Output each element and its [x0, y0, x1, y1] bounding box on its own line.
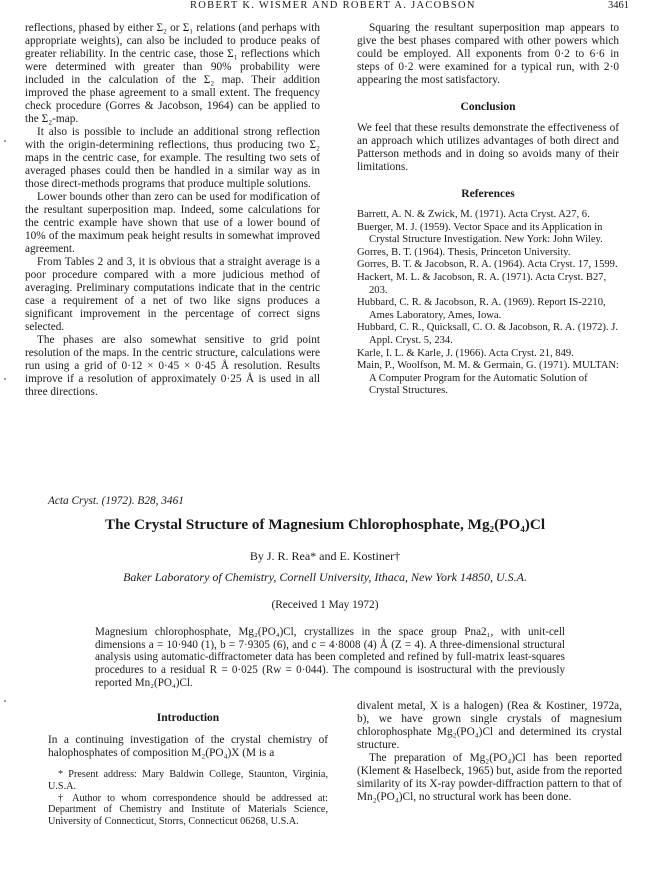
introduction-right-column — [357, 700, 622, 804]
author-affiliation: Baker Laboratory of Chemistry, Cornell University, Ithaca, New York 14850, U.S.A. — [123, 570, 527, 584]
reference-item: Hackert, M. L. & Jacobson, R. A. (1971). Acta Cryst. B27, 203. — [357, 271, 607, 296]
reference-item: Karle, I. L. & Karle, J. (1966). Acta Cryst. 21, 849. — [357, 347, 574, 359]
introduction-heading: Introduction — [156, 712, 220, 724]
previous-article-right-column — [357, 22, 619, 398]
footnotes — [48, 769, 328, 828]
footnote: † Author to whom correspondence should be addressed at: Department of Chemistry and Institute of Materials Science, University of Connecticut, Storrs, Connecticut 06268, U.S.A. — [48, 792, 328, 828]
reference-item: Barrett, A. N. & Zwick, M. (1971). Acta Cryst. A27, 6. — [357, 209, 590, 220]
conclusion-heading: Conclusion — [460, 101, 516, 113]
reference-item: Main, P., Woolfson, M. M. & Germain, G. (1971). MULTAN: A Computer Program for the Automatic Solution of Crystal Structures. — [357, 360, 619, 397]
introduction-left-column — [48, 712, 328, 760]
reference-item: Hubbard, C. R., Quicksall, C. O. & Jacobson, R. A. (1972). J. Appl. Cryst. 5, 234. — [357, 322, 619, 346]
paragraph: The phases are also somewhat sensitive to grid point resolution of the maps. In the centric structure, calculations were run using a grid of 0·12 × 0·45 × 0·45 Å resolution. Results improve if a resolution of approximately 0·25 Å is used in all three directions. — [25, 334, 320, 398]
journal-citation: Acta Cryst. (1972). B28, 3461 — [48, 495, 184, 507]
introduction-paragraph: The preparation of Mg₂(PO₄)Cl has been reported (Klement & Haselbeck, 1965) but, aside from the reported similarity of its X-ray powder-diffraction pattern to that of Mn₂(PO₄)Cl, no structural work has been done. — [357, 752, 622, 803]
conclusion-paragraph: We feel that these results demonstrate the effectiveness of an approach which utilizes advantages of both direct and Patterson methods and in doing so avoids many of their limitations. — [357, 122, 619, 173]
article-byline: By J. R. Rea* and E. Kostiner† — [249, 549, 401, 563]
scan-speck — [4, 140, 6, 142]
introduction-paragraph: In a continuing investigation of the crystal chemistry of halophosphates of composition M₂(PO₄)X (M is a — [48, 734, 328, 759]
reference-item: Gorres, B. T. & Jacobson, R. A. (1964). Acta Cryst. 17, 1599. — [357, 259, 618, 271]
article-title: The Crystal Structure of Magnesium Chlorophosphate, Mg₂(PO₄)Cl — [104, 516, 546, 533]
paragraph: Lower bounds other than zero can be used for modification of the resultant superposition map. Indeed, some calculations for the centric example have shown that use of a lower bound of 10% of the maximum peak height results in somewhat improved agreement. — [25, 191, 320, 255]
footnote: * Present address: Mary Baldwin College, Staunton, Virginia, U.S.A. — [48, 769, 328, 792]
scan-speck — [4, 378, 6, 380]
page-number: 3461 — [608, 0, 629, 11]
paragraph: Squaring the resultant superposition map appears to give the best phases compared with other powers which could be employed. All exponents from 0·2 to 6·6 in steps of 0·2 were examined for a typical run, with 2·0 appearing the most satisfactory. — [357, 22, 619, 86]
running-head-authors: ROBERT K. WISMER AND ROBERT A. JACOBSON — [190, 0, 476, 11]
running-head — [0, 0, 650, 14]
reference-list — [357, 209, 619, 398]
reference-item: Hubbard, C. R. & Jacobson, R. A. (1969). Report IS-2210, Ames Laboratory, Ames, Iowa. — [357, 297, 606, 321]
scan-speck — [4, 700, 6, 702]
received-date: (Received 1 May 1972) — [271, 599, 379, 611]
abstract: Magnesium chlorophosphate, Mg₂(PO₄)Cl, crystallizes in the space group Pna2₁, with unit-cell dimensions a = 10·940 (1), b = 7·9305 (6), and c = 4·8008 (4) Å (Z = 4). A three-dimensional structural analysis using automatic-diffractometer data has been completed and refined by full-matrix least-squares procedures to a residual R = 0·025 (Rw = 0·044). The compound is isostructural with the previously reported Mn₂(PO₄)Cl. — [95, 626, 565, 689]
paragraph: From Tables 2 and 3, it is obvious that a straight average is a poor procedure compared with a more judicious method of averaging. Preliminary computations indicate that in the centric case a requirement of a net of two like signs produces a significant improvement in the percentage of correct signs selected. — [25, 256, 320, 333]
reference-item: Gorres, B. T. (1964). Thesis, Princeton University. — [357, 246, 571, 258]
references-heading: References — [461, 188, 515, 200]
introduction-paragraph: divalent metal, X is a halogen) (Rea & Kostiner, 1972a, b), we have grown single crystals of magnesium chlorophosphate Mg₂(PO₄)Cl and determined its crystal structure. — [357, 700, 622, 751]
paragraph: It also is possible to include an additional strong reflection with the origin-determining reflections, thus producing two Σ₂ maps in the centric case, for example. The resulting two sets of averaged phases could then be handled in a similar way as in those direct-methods programs that produce multiple solutions. — [25, 126, 320, 190]
previous-article-left-column — [25, 22, 320, 399]
paragraph: reflections, phased by either Σ₂ or Σ₁ relations (and perhaps with appropriate weights), can also be included to produce peaks of greater reliability. In the centric case, those Σ₁ reflections which were determined with greater than 90% probability were included in the calculation of the Σ₂ map. Their addition improved the phase agreement to a small extent. The frequency check procedure (Gorres & Jacobson, 1964) can be applied to the Σ₂-map. — [25, 22, 320, 125]
reference-item: Buerger, M. J. (1959). Vector Space and its Application in Crystal Structure Investigation. New York: John Wiley. — [357, 221, 603, 246]
